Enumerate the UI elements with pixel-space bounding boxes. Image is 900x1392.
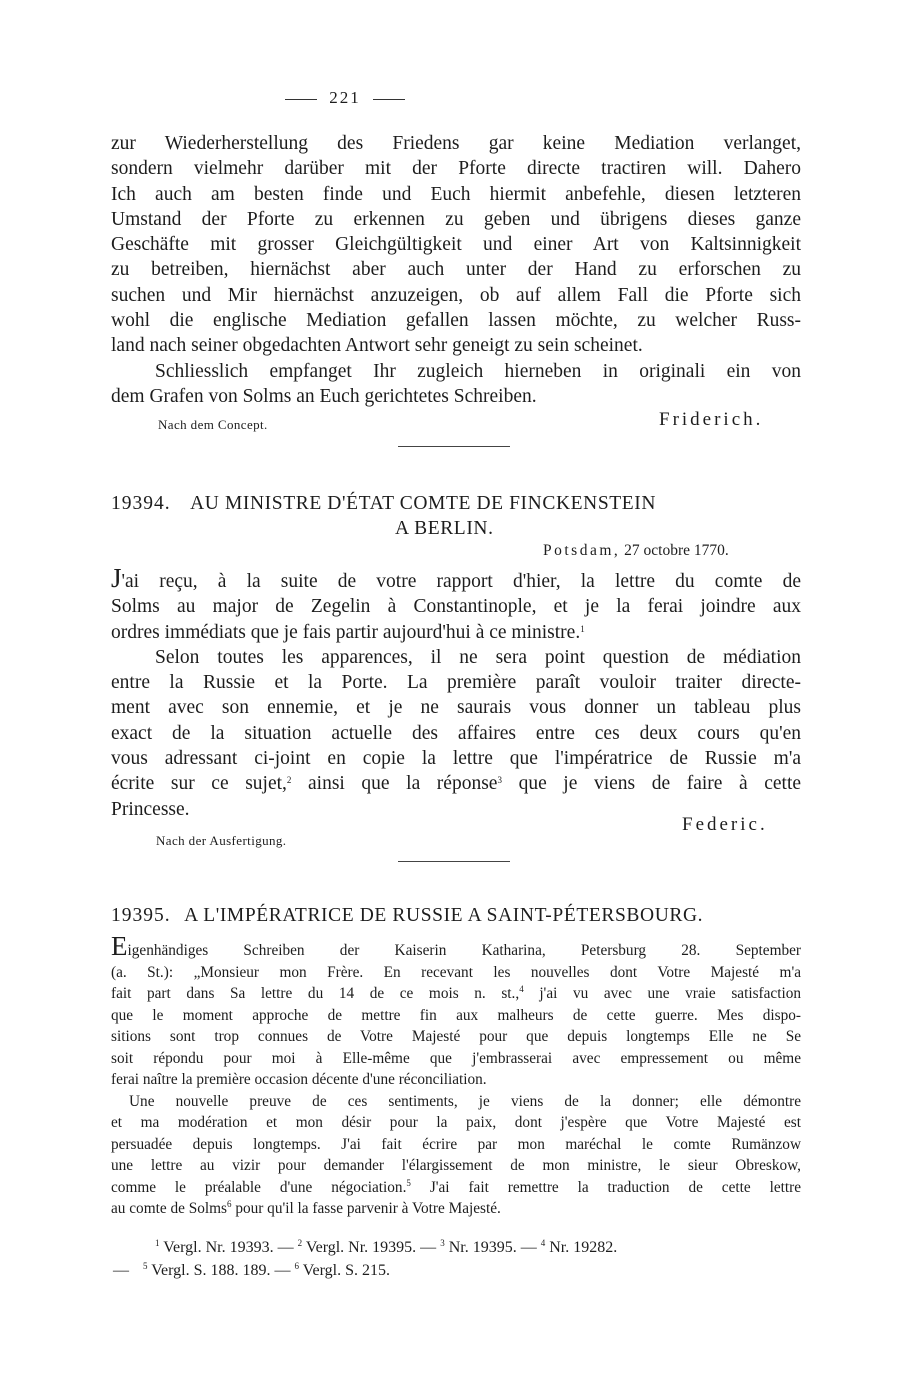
text-line: ment avec son ennemie, et je ne saurais vous donner un tableau plus: [111, 697, 801, 719]
footnote-mark: 4: [519, 984, 524, 994]
footnote-mark: 2: [297, 1238, 303, 1248]
letter-heading: [111, 493, 801, 515]
footnote-text: Vergl. S. 215.: [302, 1262, 390, 1279]
text-line: wohl die englische Mediation gefallen lassen möchte, zu welcher Russ-: [111, 310, 801, 332]
text-span: fait part dans Sa lettre du 14 de ce mois n. st.,: [111, 985, 520, 1002]
text-line: persuadée depuis longtemps. J'ai fait écrire par mon maréchal le comte Rumänzow: [111, 1135, 801, 1153]
footnote-text: Nr. 19282.: [549, 1239, 618, 1256]
text-line: land nach seiner obgedachten Antwort sehr geneigt zu sein scheinet.: [111, 335, 643, 357]
text-span: J'ai fait remettre la traduction de cette lettre: [429, 1178, 801, 1196]
enclosure-letter: [111, 931, 801, 1220]
signature: Federic.: [682, 814, 768, 835]
signature: Friderich.: [659, 409, 764, 430]
section-divider: [398, 861, 510, 862]
page-number-dash-right: [373, 99, 405, 100]
page-number-text: 221: [329, 88, 361, 107]
footnotes-line-2: [113, 1260, 390, 1282]
text-line: sitions sont trop connues de Votre Majesté pour que depuis longtemps Elle ne Se: [111, 1028, 801, 1045]
text-span: comme le préalable d'une négociation.: [111, 1178, 407, 1196]
letter-continuation: [111, 131, 801, 409]
text-line: [111, 931, 801, 962]
text-line: (a. St.): „Monsieur mon Frère. En recevant les nouvelles dont Votre Majesté m'a: [111, 963, 801, 981]
text-line: Princesse.: [111, 798, 190, 820]
footnote-mark: 3: [497, 775, 502, 786]
text-line: [111, 563, 801, 594]
footnote-mark: 2: [286, 775, 292, 786]
text-line: [111, 620, 801, 645]
footnote-mark: 3: [440, 1238, 445, 1248]
text-line: [111, 771, 801, 796]
letter-addressee: AU MINISTRE D'ÉTAT COMTE DE FINCKENSTEIN: [190, 493, 657, 514]
letter-number: 19395.: [111, 905, 171, 926]
footnotes-line-1: [155, 1237, 617, 1259]
letter-body: [111, 563, 802, 822]
dateline: [543, 542, 729, 560]
footnote-mark: 6: [226, 1199, 232, 1209]
section-divider: [398, 446, 510, 447]
text-line: Selon toutes les apparences, il ne sera point question de médiation: [155, 646, 801, 668]
text-line: suchen und Mir hiernächst anzuzeigen, ob auf allem Fall die Pforte sich: [111, 284, 801, 306]
text-span: que je viens de faire à cette: [518, 773, 802, 795]
text-line: une lettre au vizir pour demander l'élargissement de mon ministre, le sieur Obreskow,: [111, 1157, 801, 1174]
text-line: [111, 1177, 801, 1199]
text-line: [111, 1198, 801, 1220]
text-line: vous adressant ci-joint en copie la lettre que l'impératrice de Russie m'a: [111, 748, 801, 770]
text-line: Umstand der Pforte zu erkennen zu geben und übrigens dieses ganze: [111, 208, 801, 230]
footnote-mark: 1: [580, 623, 585, 634]
footnote-text: Vergl. S. 188. 189. —: [151, 1262, 291, 1279]
text-line: entre la Russie et la Porte. La première paraît vouloir traiter directe-: [111, 672, 801, 694]
text-span: j'ai vu avec une vraie satisfaction: [539, 985, 801, 1002]
dateline-date: 27 octobre 1770.: [624, 542, 729, 559]
text-span: ordres immédiats que je fais partir aujourd'hui à ce ministre.: [111, 621, 581, 643]
text-line: Solms au major de Zegelin à Constantinople, et je la ferai joindre aux: [111, 596, 801, 618]
dateline-place: Potsdam,: [543, 542, 621, 559]
text-line: sondern vielmehr darüber mit der Pforte directe tractiren will. Dahero: [111, 158, 801, 180]
text-span: igenhändiges Schreiben der Kaiserin Katharina, Petersburg 28. September: [127, 942, 801, 959]
text-span: ainsi que la réponse: [308, 773, 498, 795]
footnote-mark: 5: [143, 1261, 148, 1271]
source-note: Nach der Ausfertigung.: [156, 833, 287, 848]
text-span: écrite sur ce sujet,: [111, 773, 287, 795]
letter-heading: [111, 905, 801, 927]
footnote-mark: 4: [540, 1238, 546, 1248]
footnote-mark: 1: [155, 1238, 160, 1248]
letter-heading-line2: A BERLIN.: [395, 518, 494, 539]
text-span: pour qu'il la fasse parvenir à Votre Majesté.: [235, 1200, 501, 1217]
text-line: exact de la situation actuelle des affaires entre ces deux cours qu'en: [111, 722, 801, 744]
footnote-text: Vergl. Nr. 19395. —: [305, 1239, 437, 1256]
text-line: soit répondu pour moi à Elle-même que j'embrasserai avec empressement ou même: [111, 1049, 801, 1067]
text-line: Geschäfte mit grosser Gleichgültigkeit und einer Art von Kaltsinnigkeit: [111, 234, 801, 256]
drop-cap: J: [111, 563, 122, 593]
letter-number: 19394.: [111, 493, 171, 514]
text-span: 'ai reçu, à la suite de votre rapport d'hier, la lettre du comte de: [121, 571, 801, 592]
text-line: ferai naître la première occasion décente d'une réconciliation.: [111, 1071, 487, 1088]
text-line: que le moment approche de mettre fin aux malheurs de cette guerre. Mes dispo-: [111, 1006, 801, 1024]
page-number: [270, 88, 420, 108]
footnote-text: Vergl. Nr. 19393. —: [163, 1239, 294, 1256]
text-line: Schliesslich empfanget Ihr zugleich hierneben in originali ein von: [155, 360, 801, 382]
page-number-dash-left: [285, 99, 317, 100]
text-line: dem Grafen von Solms an Euch gerichtetes Schreiben.: [111, 385, 537, 407]
text-line: [111, 983, 801, 1005]
text-line: zu betreiben, hiernächst aber auch unter der Hand zu erforschen zu: [111, 259, 801, 281]
footnote-mark: 5: [406, 1177, 411, 1188]
text-span: au comte de Solms: [111, 1200, 227, 1217]
text-line: zur Wiederherstellung des Friedens gar keine Mediation verlanget,: [111, 133, 801, 154]
text-line: et ma modération et mon désir pour la paix, dont j'espère que Votre Majesté est: [111, 1114, 801, 1131]
text-line: Une nouvelle preuve de ces sentiments, je viens de la donner; elle démontre: [129, 1092, 801, 1110]
source-note: Nach dem Concept.: [158, 417, 268, 432]
letter-addressee: A L'IMPÉRATRICE DE RUSSIE A SAINT-PÉTERSBOURG.: [184, 905, 704, 926]
footnote-dash: —: [113, 1262, 129, 1279]
text-line: Ich auch am besten finde und Euch hiermit anbefehle, diesen letzteren: [111, 183, 801, 205]
footnote-mark: 6: [294, 1261, 299, 1271]
drop-cap: E: [111, 931, 128, 961]
footnote-text: Nr. 19395. —: [448, 1239, 537, 1256]
